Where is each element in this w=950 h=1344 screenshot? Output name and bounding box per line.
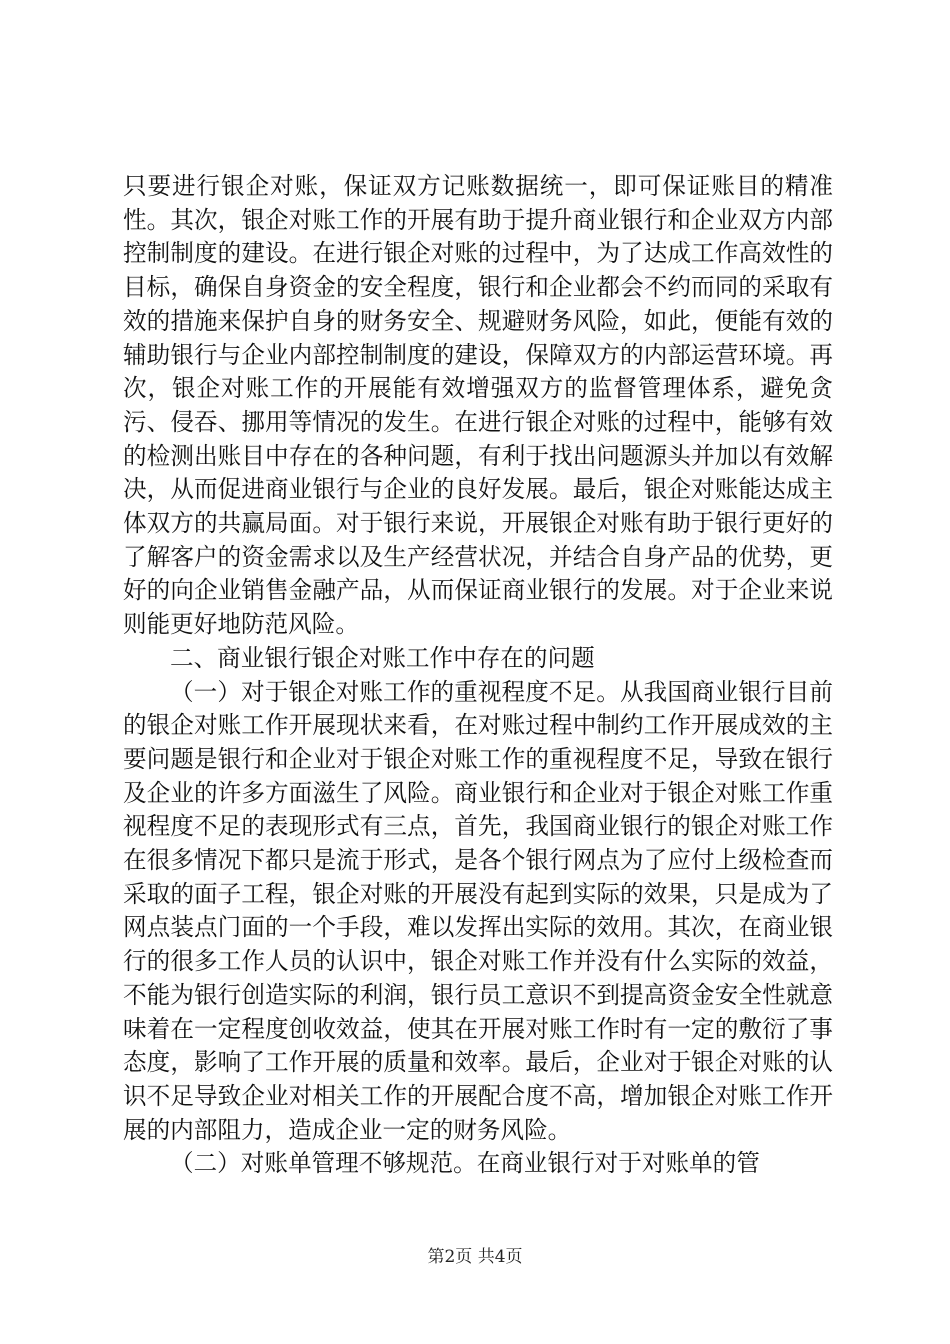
document-body: [123, 170, 833, 1181]
paragraph-subsection-1: （一）对于银企对账工作的重视程度不足。从我国商业银行目前的银企对账工作开展现状来看，在对账过程中制约工作开展成效的主要问题是银行和企业对于银企对账工作的重视程度不足，导致在银行及企业的许多方面滋生了风险。商业银行和企业对于银企对账工作重视程度不足的表现形式有三点，首先，我国商业银行的银企对账工作在很多情况下都只是流于形式，是各个银行网点为了应付上级检查而采取的面子工程，银企对账的开展没有起到实际的效果，只是成为了网点装点门面的一个手段，难以发挥出实际的效用。其次，在商业银行的很多工作人员的认识中，银企对账工作并没有什么实际的效益，不能为银行创造实际的利润，银行员工意识不到提高资金安全性就意味着在一定程度创收效益，使其在开展对账工作时有一定的敷衍了事态度，影响了工作开展的质量和效率。最后，企业对于银企对账的认识不足导致企业对相关工作的开展配合度不高，增加银企对账工作开展的内部阻力，造成企业一定的财务风险。: [123, 677, 833, 1144]
paragraph-subsection-2: （二）对账单管理不够规范。在商业银行对于对账单的管: [170, 1149, 760, 1178]
paragraph-continuation: 只要进行银企对账，保证双方记账数据统一，即可保证账目的精准性。其次，银企对账工作的开展有助于提升商业银行和企业双方内部控制制度的建设。在进行银企对账的过程中，为了达成工作高效性的目标，确保自身资金的安全程度，银行和企业都会不约而同的采取有效的措施来保护自身的财务安全、规避财务风险，如此，便能有效的辅助银行与企业内部控制制度的建设，保障双方的内部运营环境。再次，银企对账工作的开展能有效增强双方的监督管理体系，避免贪污、侵吞、挪用等情况的发生。在进行银企对账的过程中，能够有效的检测出账目中存在的各种问题，有利于找出问题源头并加以有效解决，从而促进商业银行与企业的良好发展。最后，银企对账能达成主体双方的共赢局面。对于银行来说，开展银企对账有助于银行更好的了解客户的资金需求以及生产经营状况，并结合自身产品的优势，更好的向企业销售金融产品，从而保证商业银行的发展。对于企业来说则能更好地防范风险。: [123, 172, 833, 639]
page-number-label: 第2页 共4页: [427, 1247, 523, 1267]
page-footer: [0, 1247, 950, 1267]
section-heading: 二、商业银行银企对账工作中存在的问题: [170, 643, 595, 672]
